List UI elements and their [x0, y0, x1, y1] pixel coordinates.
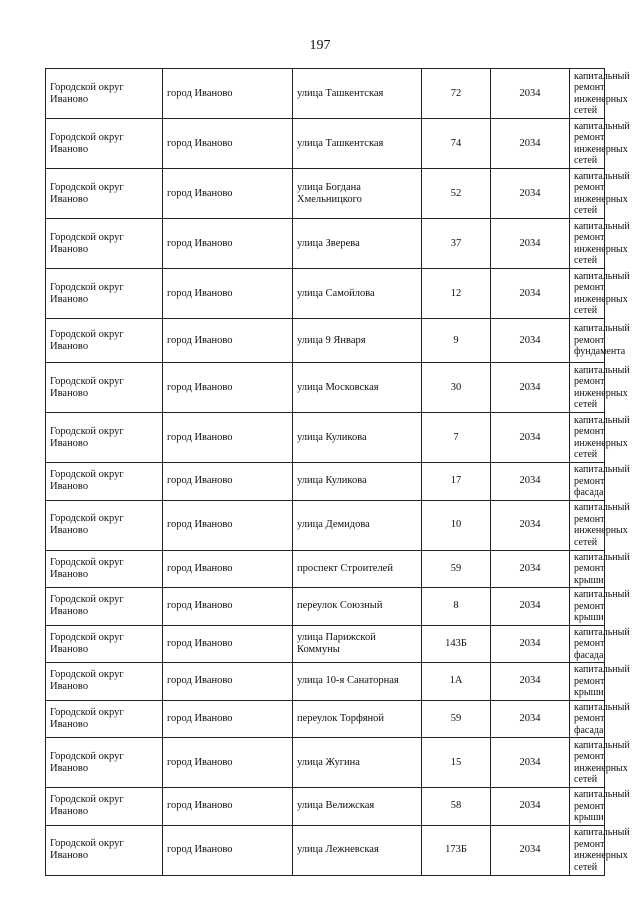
- work-type-cell: капитальный ремонт крыши: [570, 588, 605, 626]
- district-cell: Городской округ Иваново: [46, 625, 163, 663]
- house-number-cell: 59: [422, 700, 491, 738]
- table-body: [46, 69, 630, 876]
- street-cell: улица Демидова: [293, 500, 422, 550]
- table-row: [46, 119, 605, 169]
- year-cell: 2034: [491, 319, 570, 363]
- year-cell: 2034: [491, 663, 570, 701]
- street-cell: улица Куликова: [293, 413, 422, 463]
- district-cell: Городской округ Иваново: [46, 550, 163, 588]
- district-cell: Городской округ Иваново: [46, 119, 163, 169]
- year-cell: 2034: [491, 169, 570, 219]
- house-number-cell: 30: [422, 363, 491, 413]
- table-row: [46, 413, 605, 463]
- page-number: 197: [309, 38, 331, 53]
- house-number-cell: 1А: [422, 663, 491, 701]
- repair-schedule-table: [45, 68, 630, 876]
- table-row: [46, 625, 605, 663]
- street-cell: улица Парижской Коммуны: [293, 625, 422, 663]
- year-cell: 2034: [491, 700, 570, 738]
- city-cell: город Иваново: [163, 69, 293, 119]
- year-cell: 2034: [491, 269, 570, 319]
- house-number-cell: 52: [422, 169, 491, 219]
- year-cell: 2034: [491, 625, 570, 663]
- district-cell: Городской округ Иваново: [46, 363, 163, 413]
- street-cell: улица Ташкентская: [293, 69, 422, 119]
- city-cell: город Иваново: [163, 550, 293, 588]
- district-cell: Городской округ Иваново: [46, 825, 163, 875]
- work-type-cell: капитальный ремонт инженерных сетей: [570, 363, 605, 413]
- work-type-cell: капитальный ремонт крыши: [570, 788, 605, 826]
- table-row: [46, 738, 605, 788]
- city-cell: город Иваново: [163, 625, 293, 663]
- year-cell: 2034: [491, 738, 570, 788]
- work-type-cell: капитальный ремонт фасада: [570, 625, 605, 663]
- district-cell: Городской округ Иваново: [46, 500, 163, 550]
- work-type-cell: капитальный ремонт инженерных сетей: [570, 738, 605, 788]
- house-number-cell: 8: [422, 588, 491, 626]
- table-row: [46, 219, 605, 269]
- year-cell: 2034: [491, 69, 570, 119]
- year-cell: 2034: [491, 788, 570, 826]
- city-cell: город Иваново: [163, 663, 293, 701]
- city-cell: город Иваново: [163, 269, 293, 319]
- city-cell: город Иваново: [163, 119, 293, 169]
- street-cell: переулок Торфяной: [293, 700, 422, 738]
- district-cell: Городской округ Иваново: [46, 219, 163, 269]
- house-number-cell: 12: [422, 269, 491, 319]
- table-row: [46, 788, 605, 826]
- street-cell: улица 9 Января: [293, 319, 422, 363]
- district-cell: Городской округ Иваново: [46, 738, 163, 788]
- district-cell: Городской округ Иваново: [46, 69, 163, 119]
- street-cell: улица Жугина: [293, 738, 422, 788]
- district-cell: Городской округ Иваново: [46, 413, 163, 463]
- table-row: [46, 700, 605, 738]
- year-cell: 2034: [491, 500, 570, 550]
- table-row: [46, 463, 605, 501]
- city-cell: город Иваново: [163, 169, 293, 219]
- year-cell: 2034: [491, 119, 570, 169]
- district-cell: Городской округ Иваново: [46, 700, 163, 738]
- table-row: [46, 588, 605, 626]
- district-cell: Городской округ Иваново: [46, 319, 163, 363]
- year-cell: 2034: [491, 413, 570, 463]
- street-cell: улица Ташкентская: [293, 119, 422, 169]
- table-row: [46, 550, 605, 588]
- city-cell: город Иваново: [163, 219, 293, 269]
- street-cell: переулок Союзный: [293, 588, 422, 626]
- table-row: [46, 69, 605, 119]
- district-cell: Городской округ Иваново: [46, 663, 163, 701]
- district-cell: Городской округ Иваново: [46, 269, 163, 319]
- city-cell: город Иваново: [163, 463, 293, 501]
- work-type-cell: капитальный ремонт крыши: [570, 550, 605, 588]
- house-number-cell: 9: [422, 319, 491, 363]
- table-row: [46, 500, 605, 550]
- table-row: [46, 169, 605, 219]
- city-cell: город Иваново: [163, 363, 293, 413]
- street-cell: улица Московская: [293, 363, 422, 413]
- year-cell: 2034: [491, 825, 570, 875]
- year-cell: 2034: [491, 363, 570, 413]
- table-row: [46, 663, 605, 701]
- house-number-cell: 7: [422, 413, 491, 463]
- city-cell: город Иваново: [163, 500, 293, 550]
- year-cell: 2034: [491, 588, 570, 626]
- house-number-cell: 173Б: [422, 825, 491, 875]
- street-cell: улица Богдана Хмельницкого: [293, 169, 422, 219]
- street-cell: улица Лежневская: [293, 825, 422, 875]
- work-type-cell: капитальный ремонт крыши: [570, 663, 605, 701]
- house-number-cell: 37: [422, 219, 491, 269]
- district-cell: Городской округ Иваново: [46, 588, 163, 626]
- work-type-cell: капитальный ремонт инженерных сетей: [570, 219, 605, 269]
- street-cell: улица Зверева: [293, 219, 422, 269]
- work-type-cell: капитальный ремонт фундамента: [570, 319, 605, 363]
- house-number-cell: 15: [422, 738, 491, 788]
- house-number-cell: 74: [422, 119, 491, 169]
- city-cell: город Иваново: [163, 700, 293, 738]
- street-cell: проспект Строителей: [293, 550, 422, 588]
- house-number-cell: 10: [422, 500, 491, 550]
- table-row: [46, 269, 605, 319]
- year-cell: 2034: [491, 463, 570, 501]
- city-cell: город Иваново: [163, 413, 293, 463]
- city-cell: город Иваново: [163, 588, 293, 626]
- work-type-cell: капитальный ремонт фасада: [570, 463, 605, 501]
- district-cell: Городской округ Иваново: [46, 463, 163, 501]
- street-cell: улица Велижская: [293, 788, 422, 826]
- district-cell: Городской округ Иваново: [46, 169, 163, 219]
- district-cell: Городской округ Иваново: [46, 788, 163, 826]
- city-cell: город Иваново: [163, 825, 293, 875]
- work-type-cell: капитальный ремонт инженерных сетей: [570, 500, 605, 550]
- house-number-cell: 143Б: [422, 625, 491, 663]
- street-cell: улица 10-я Санаторная: [293, 663, 422, 701]
- work-type-cell: капитальный ремонт инженерных сетей: [570, 825, 605, 875]
- work-type-cell: капитальный ремонт инженерных сетей: [570, 413, 605, 463]
- table-row: [46, 319, 605, 363]
- city-cell: город Иваново: [163, 738, 293, 788]
- street-cell: улица Куликова: [293, 463, 422, 501]
- street-cell: улица Самойлова: [293, 269, 422, 319]
- work-type-cell: капитальный ремонт инженерных сетей: [570, 169, 605, 219]
- year-cell: 2034: [491, 550, 570, 588]
- city-cell: город Иваново: [163, 319, 293, 363]
- work-type-cell: капитальный ремонт инженерных сетей: [570, 269, 605, 319]
- work-type-cell: капитальный ремонт фасада: [570, 700, 605, 738]
- house-number-cell: 59: [422, 550, 491, 588]
- table-row: [46, 363, 605, 413]
- year-cell: 2034: [491, 219, 570, 269]
- house-number-cell: 58: [422, 788, 491, 826]
- work-type-cell: капитальный ремонт инженерных сетей: [570, 119, 605, 169]
- house-number-cell: 17: [422, 463, 491, 501]
- house-number-cell: 72: [422, 69, 491, 119]
- table-row: [46, 825, 605, 875]
- work-type-cell: капитальный ремонт инженерных сетей: [570, 69, 605, 119]
- city-cell: город Иваново: [163, 788, 293, 826]
